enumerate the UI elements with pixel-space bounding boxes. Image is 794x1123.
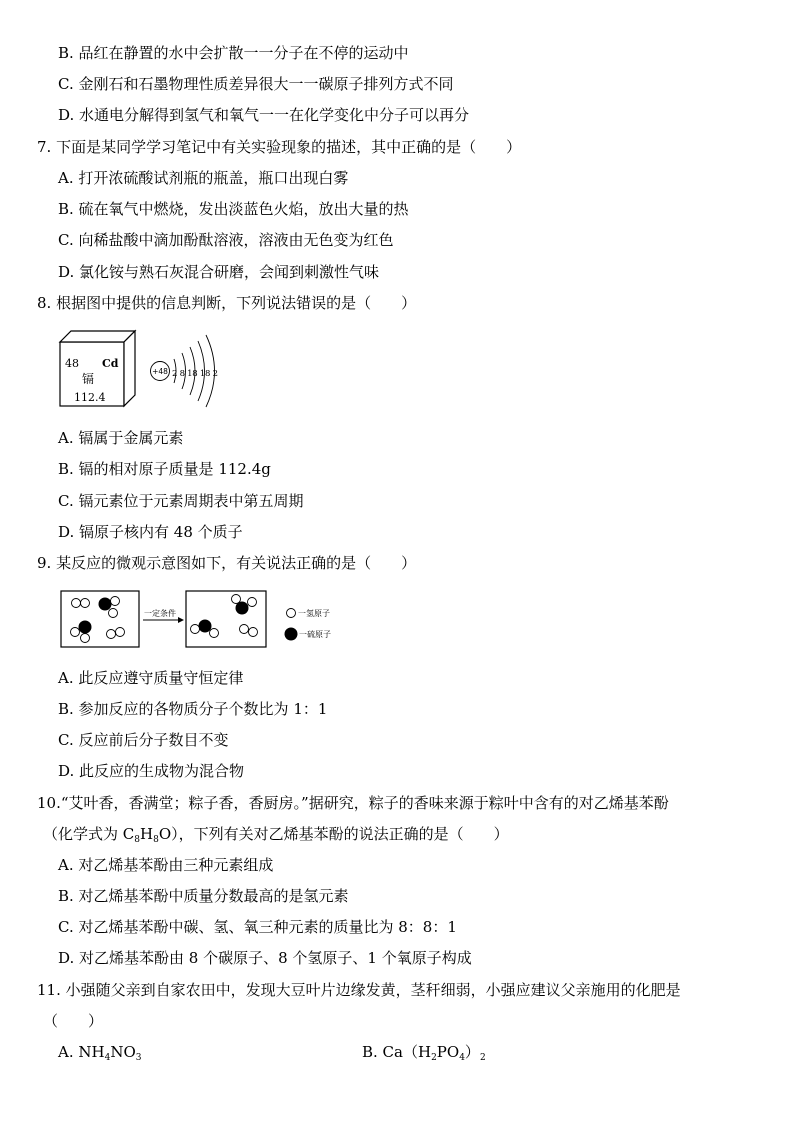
q9-option-c: C. 反应前后分子数目不变 bbox=[58, 731, 229, 749]
before-reaction-box bbox=[61, 591, 139, 647]
q6-option-c: C. 金刚石和石墨物理性质差异很大一一碳原子排列方式不同 bbox=[58, 75, 454, 93]
q8-option-c: C. 镉元素位于元素周期表中第五周期 bbox=[58, 492, 304, 510]
q10-option-b: B. 对乙烯基苯酚中质量分数最高的是氢元素 bbox=[58, 887, 349, 905]
q10-option-c: C. 对乙烯基苯酚中碳、氢、氧三种元素的质量比为 8：8：1 bbox=[58, 918, 457, 936]
q11-option-b: B. $Ca(H_2PO_4)_2$ bbox=[362, 1043, 486, 1063]
electron-shells: 2 8 18 18 2 bbox=[172, 369, 218, 379]
after-reaction-box bbox=[186, 591, 266, 647]
reaction-microscopic-diagram bbox=[58, 587, 348, 653]
legend bbox=[285, 608, 332, 641]
q11-option-a: A. $NH_4NO_3$ bbox=[58, 1043, 142, 1063]
q10-stem-line2: （化学式为 $C_8H_8O$），下列有关对乙烯基苯酚的说法正确的是（ ） bbox=[43, 825, 509, 845]
q9-option-b: B. 参加反应的各物质分子个数比为 1：1 bbox=[58, 700, 328, 718]
q6-option-b: B. 品红在静置的水中会扩散一一分子在不停的运动中 bbox=[58, 44, 409, 62]
q9-option-d: D. 此反应的生成物为混合物 bbox=[58, 762, 245, 780]
reaction-arrow bbox=[143, 608, 184, 623]
q7-option-a: A. 打开浓硫酸试剂瓶的瓶盖，瓶口出现白雾 bbox=[58, 169, 349, 187]
q7-option-b: B. 硫在氧气中燃烧，发出淡蓝色火焰，放出大量的热 bbox=[58, 200, 409, 218]
q10-option-a: A. 对乙烯基苯酚由三种元素组成 bbox=[58, 856, 274, 874]
q8-option-a: A. 镉属于金属元素 bbox=[58, 429, 184, 447]
legend-sulfur-atom: 一硫原子 bbox=[299, 630, 331, 639]
q7-option-d: D. 氯化铵与熟石灰混合研磨，会闻到刺激性气味 bbox=[58, 263, 380, 281]
q9-option-a: A. 此反应遵守质量守恒定律 bbox=[58, 669, 244, 687]
q6-option-d: D. 水通电分解得到氢气和氧气一一在化学变化中分子可以再分 bbox=[58, 106, 470, 124]
q8-option-b: B. 镉的相对原子质量是 112.4g bbox=[58, 460, 271, 478]
q8-stem: 8. 根据图中提供的信息判断，下列说法错误的是（ ） bbox=[37, 294, 417, 312]
nucleus-charge: +48 bbox=[152, 367, 168, 376]
cadmium-figure bbox=[56, 326, 226, 412]
q9-stem: 9. 某反应的微观示意图如下，有关说法正确的是（ ） bbox=[37, 554, 417, 572]
element-mass: 112.4 bbox=[74, 391, 106, 404]
reaction-condition: 一定条件 bbox=[144, 609, 176, 618]
element-number: 48 bbox=[65, 357, 79, 370]
q8-option-d: D. 镉原子核内有 48 个质子 bbox=[58, 523, 243, 541]
q10-stem-line1: 10.“艾叶香，香满堂；粽子香，香厨房。”据研究，粽子的香味来源于粽叶中含有的对乙烯基苯酚 bbox=[37, 794, 669, 812]
q7-option-c: C. 向稀盐酸中滴加酚酞溶液，溶液由无色变为红色 bbox=[58, 231, 394, 249]
q10-option-d: D. 对乙烯基苯酚由 8 个碳原子、8 个氢原子、1 个氧原子构成 bbox=[58, 949, 472, 967]
atom-structure-diagram bbox=[151, 335, 219, 407]
q11-stem-line1: 11. 小强随父亲到自家农田中，发现大豆叶片边缘发黄，茎秆细弱，小强应建议父亲施用的化肥是 bbox=[37, 981, 681, 999]
element-card bbox=[60, 331, 135, 406]
legend-hydrogen-atom: 一氢原子 bbox=[298, 609, 330, 618]
q11-stem-line2: （ ） bbox=[43, 1012, 104, 1030]
element-name: 镉 bbox=[82, 372, 95, 386]
q7-stem: 7. 下面是某同学学习笔记中有关实验现象的描述，其中正确的是（ ） bbox=[37, 138, 522, 156]
element-symbol: Cd bbox=[102, 357, 119, 370]
